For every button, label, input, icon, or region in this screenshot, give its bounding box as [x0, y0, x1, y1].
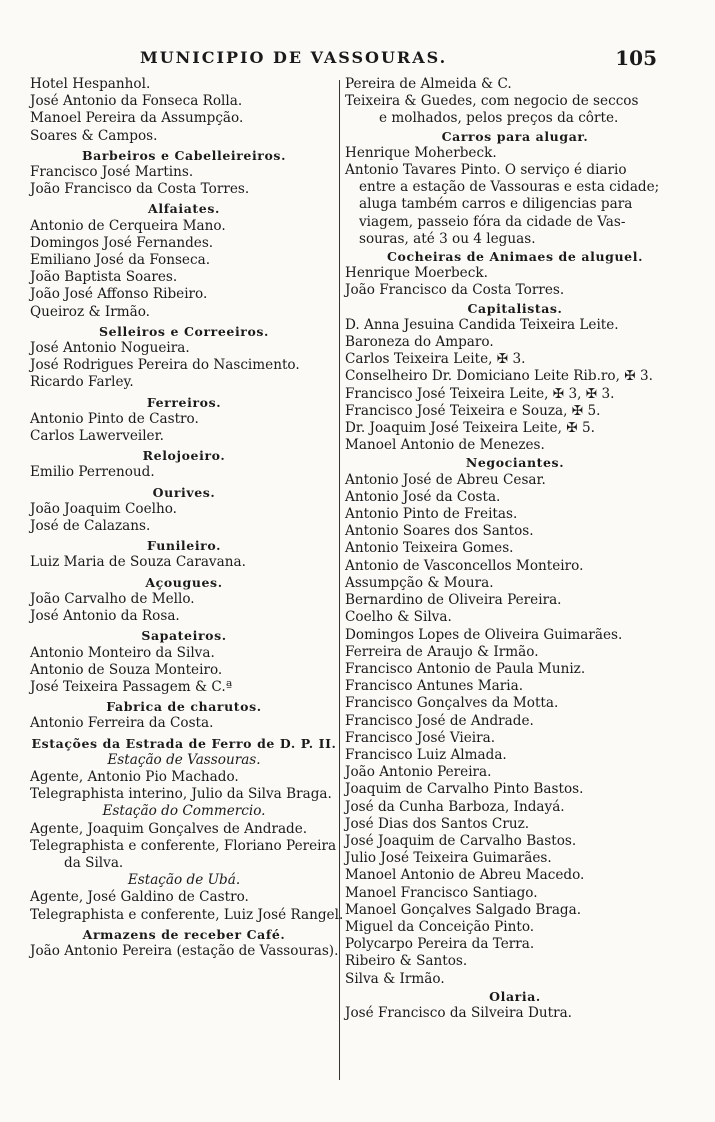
directory-entry: Polycarpo Pereira da Terra.	[345, 936, 535, 953]
directory-entry: João Baptista Soares.	[30, 269, 178, 286]
directory-entry: Francisco Antonio de Paula Muniz.	[345, 660, 586, 677]
section-heading: Sapateiros.	[141, 628, 227, 644]
directory-entry: Queiroz & Irmão.	[30, 303, 151, 320]
right-column	[345, 76, 685, 1022]
directory-entry: João José Affonso Ribeiro.	[30, 286, 208, 303]
directory-entry: Henrique Moherbeck.	[345, 144, 497, 161]
directory-entry: Antonio de Vasconcellos Monteiro.	[345, 557, 584, 574]
directory-entry: Francisco José Vieira.	[345, 729, 496, 746]
section-heading: Negociantes.	[465, 455, 565, 471]
directory-entry: José da Cunha Barboza, Indayá.	[345, 798, 565, 815]
directory-entry: Manoel Francisco Santiago.	[345, 884, 538, 901]
entry-continuation: e molhados, pelos preços da côrte.	[379, 110, 619, 127]
directory-entry: Silva & Irmão.	[345, 970, 445, 987]
directory-entry: Ricardo Farley.	[30, 374, 134, 391]
directory-entry: Luiz Maria de Souza Caravana.	[30, 554, 246, 571]
directory-entry: Carlos Lawerveiler.	[30, 428, 164, 445]
directory-entry: Dr. Joaquim José Teixeira Leite, ✠ 5.	[345, 420, 595, 437]
column-divider	[339, 80, 340, 1080]
entry-continuation: entre a estação de Vassouras e esta cidade;	[359, 179, 660, 196]
entry-continuation: aluga também carros e diligencias para	[359, 196, 633, 213]
directory-entry: José Joaquim de Carvalho Bastos.	[345, 832, 577, 849]
directory-entry: Antonio de Cerqueira Mano.	[30, 217, 226, 234]
directory-entry: Manoel Gonçalves Salgado Braga.	[345, 901, 582, 918]
directory-entry: Antonio José da Costa.	[345, 488, 501, 505]
directory-entry: João Joaquim Coelho.	[30, 500, 177, 517]
directory-entry: Francisco José de Andrade.	[345, 712, 534, 729]
directory-entry: João Francisco da Costa Torres.	[30, 181, 250, 198]
directory-entry: José Antonio da Rosa.	[30, 608, 180, 625]
section-heading: Ferreiros.	[146, 394, 222, 410]
section-heading: Fabrica de charutos.	[106, 699, 262, 715]
directory-entry: Francisco Antunes Maria.	[345, 678, 524, 695]
left-column	[30, 76, 344, 960]
directory-entry: Julio José Teixeira Guimarães.	[345, 850, 552, 867]
section-heading: Capitalistas.	[467, 300, 563, 316]
directory-entry: Miguel da Conceição Pinto.	[345, 918, 535, 935]
directory-entry: Ribeiro & Santos.	[345, 953, 468, 970]
directory-entry: Telegraphista e conferente, Floriano Pereira	[30, 837, 337, 854]
directory-entry: Antonio Teixeira Gomes.	[345, 540, 514, 557]
entry-continuation: da Silva.	[64, 854, 124, 871]
directory-entry: Agente, Joaquim Gonçalves de Andrade.	[30, 820, 308, 837]
directory-entry: Baroneza do Amparo.	[345, 334, 494, 351]
directory-entry: Antonio Soares dos Santos.	[345, 523, 534, 540]
directory-entry: Antonio José de Abreu Cesar.	[345, 471, 546, 488]
page-header	[0, 46, 715, 74]
directory-entry: José Teixeira Passagem & C.ª	[30, 678, 233, 695]
directory-entry: Assumpção & Moura.	[345, 574, 494, 591]
section-heading: Olaria.	[489, 988, 541, 1004]
directory-entry: Antonio Pinto de Castro.	[30, 410, 199, 427]
directory-entry: José Rodrigues Pereira do Nascimento.	[30, 357, 300, 374]
directory-entry: Telegraphista interino, Julio da Silva Braga.	[30, 786, 332, 803]
directory-entry: Francisco José Teixeira Leite, ✠ 3, ✠ 3.	[345, 385, 615, 402]
section-heading: Relojoeiro.	[142, 448, 226, 464]
section-heading: Armazens de receber Café.	[82, 926, 286, 942]
directory-entry: Manoel Antonio de Menezes.	[345, 437, 545, 454]
directory-entry: Bernardino de Oliveira Pereira.	[345, 592, 562, 609]
directory-entry: Francisco Gonçalves da Motta.	[345, 695, 559, 712]
section-heading: Alfaiates.	[148, 201, 220, 217]
directory-entry: João Carvalho de Mello.	[30, 590, 195, 607]
directory-entry: Joaquim de Carvalho Pinto Bastos.	[345, 781, 584, 798]
directory-entry: Teixeira & Guedes, com negocio de seccos	[345, 93, 639, 110]
directory-entry: Antonio Pinto de Freitas.	[345, 506, 518, 523]
directory-entry: Carlos Teixeira Leite, ✠ 3.	[345, 351, 526, 368]
entry-continuation: souras, até 3 ou 4 leguas.	[359, 230, 536, 247]
directory-entry: Henrique Moerbeck.	[345, 265, 488, 282]
station-subheading: Estação de Vassouras.	[107, 751, 261, 768]
directory-entry: João Antonio Pereira.	[345, 764, 492, 781]
directory-entry: Hotel Hespanhol.	[30, 76, 151, 92]
directory-entry: José de Calazans.	[30, 518, 151, 535]
directory-entry: Manoel Pereira da Assumpção.	[30, 110, 244, 127]
directory-entry: José Antonio da Fonseca Rolla.	[30, 93, 243, 110]
directory-entry: Francisco José Martins.	[30, 164, 194, 181]
entry-continuation: viagem, passeio fóra da cidade de Vas-	[359, 213, 626, 230]
directory-entry: D. Anna Jesuina Candida Teixeira Leite.	[345, 316, 619, 333]
directory-entry: Manoel Antonio de Abreu Macedo.	[345, 867, 585, 884]
section-heading: Selleiros e Correeiros.	[98, 323, 270, 339]
section-heading: Ourives.	[152, 484, 216, 500]
station-subheading: Estação de Ubá.	[127, 872, 241, 889]
directory-entry: Telegraphista e conferente, Luiz José Rangel.	[30, 906, 344, 923]
directory-entry: Domingos José Fernandes.	[30, 234, 214, 251]
directory-entry: Antonio Monteiro da Silva.	[30, 644, 215, 661]
directory-entry: Antonio de Souza Monteiro.	[30, 661, 223, 678]
directory-entry: Soares & Campos.	[30, 127, 158, 144]
directory-entry: Antonio Tavares Pinto. O serviço é diario	[345, 162, 627, 179]
directory-entry: Conselheiro Dr. Domiciano Leite Rib.ro, ✠ 3.	[345, 368, 653, 385]
directory-entry: Francisco José Teixeira e Souza, ✠ 5.	[345, 402, 601, 419]
directory-entry: Coelho & Silva.	[345, 609, 452, 626]
section-heading: Açougues.	[145, 574, 223, 590]
directory-entry: João Francisco da Costa Torres.	[345, 282, 565, 299]
page-title: MUNICIPIO DE VASSOURAS.	[140, 48, 448, 67]
section-heading: Estações da Estrada de Ferro de D. P. II.	[31, 735, 337, 751]
directory-entry: João Antonio Pereira (estação de Vassouras).	[30, 942, 339, 959]
section-heading: Cocheiras de Animaes de aluguel.	[386, 249, 644, 265]
directory-entry: Pereira de Almeida & C.	[345, 76, 512, 92]
directory-entry: Ferreira de Araujo & Irmão.	[345, 643, 539, 660]
directory-entry: José Francisco da Silveira Dutra.	[345, 1004, 572, 1021]
section-heading: Carros para alugar.	[441, 128, 589, 144]
directory-entry: Emiliano José da Fonseca.	[30, 252, 211, 269]
directory-entry: Antonio Ferreira da Costa.	[30, 715, 214, 732]
station-subheading: Estação do Commercio.	[102, 803, 266, 820]
section-heading: Funileiro.	[146, 538, 222, 554]
directory-entry: Emilio Perrenoud.	[30, 464, 155, 481]
section-heading: Barbeiros e Cabelleireiros.	[81, 147, 287, 163]
directory-entry: Francisco Luiz Almada.	[345, 746, 507, 763]
page-number: 105	[615, 46, 657, 70]
directory-entry: José Antonio Nogueira.	[30, 340, 190, 357]
directory-entry: Agente, Antonio Pio Machado.	[30, 768, 239, 785]
directory-entry: José Dias dos Santos Cruz.	[345, 815, 530, 832]
directory-entry: Domingos Lopes de Oliveira Guimarães.	[345, 626, 623, 643]
directory-entry: Agente, José Galdino de Castro.	[30, 889, 249, 906]
